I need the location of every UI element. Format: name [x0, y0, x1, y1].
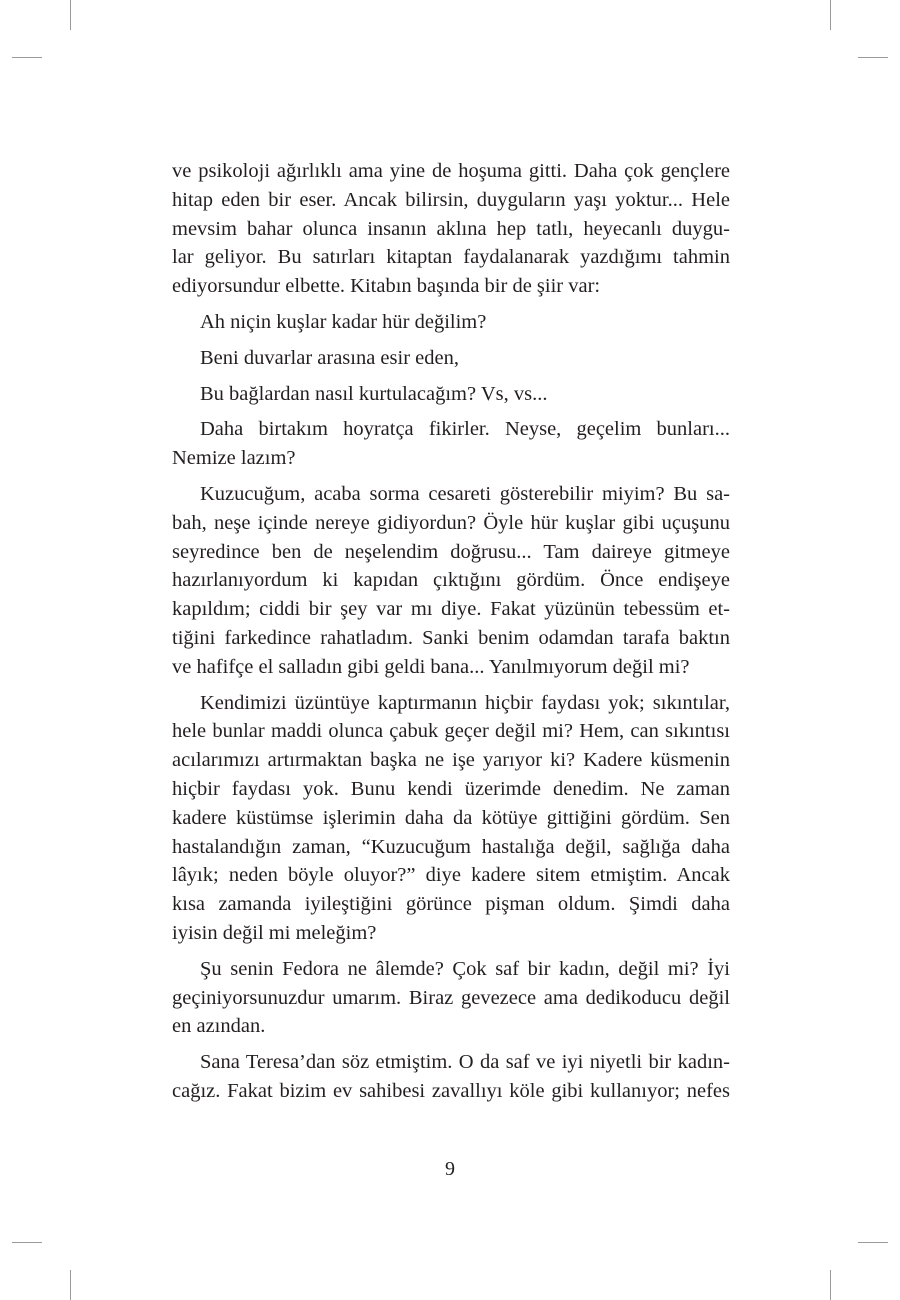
text-line: seyredince ben de neşelendim doğrusu... Tam daireye gitmeye — [172, 540, 730, 563]
page-number: 9 — [445, 1158, 455, 1180]
text-line: iyisin değil mi meleğim? — [172, 921, 377, 944]
paragraph — [172, 689, 730, 948]
crop-mark-right-top — [858, 57, 888, 58]
text-line: ve psikoloji ağırlıklı ama yine de hoşuma gitti. Daha çok gençlere — [172, 160, 730, 182]
crop-mark-left-bottom — [12, 1242, 42, 1243]
text-line: Bu bağlardan nasıl kurtulacağım? Vs, vs... — [200, 382, 548, 405]
crop-mark-top-left — [70, 0, 71, 30]
text-line: lâyık; neden böyle oluyor?” diye kadere sitem etmiştim. Ancak — [172, 864, 730, 887]
text-line: ve hafifçe el salladın gibi geldi bana... Yanılmıyorum değil mi? — [172, 655, 690, 678]
text-line: kısa zamanda iyileştiğini görünce pişman oldum. Şimdi daha — [172, 893, 730, 916]
text-line: bah, neşe içinde nereye gidiyordun? Öyle hür kuşlar gibi uçuşunu — [172, 511, 730, 534]
paragraph — [172, 380, 730, 409]
body-text — [172, 157, 730, 1106]
text-line: Beni duvarlar arasına esir eden, — [200, 346, 459, 369]
text-line: hele bunlar maddi olunca çabuk geçer değil mi? Hem, can sıkıntısı — [172, 720, 730, 743]
text-line: Nemize lazım? — [172, 447, 296, 470]
text-line: acılarımızı artırmaktan başka ne işe yarıyor ki? Kadere küsmenin — [172, 749, 730, 772]
text-line: kadere küstümse işlerimin daha da kötüye gittiğini gördüm. Sen — [172, 806, 730, 829]
text-line: Daha birtakım hoyratça fikirler. Neyse, geçelim bunları... — [200, 418, 730, 441]
text-line: hiçbir faydası yok. Bunu kendi üzerimde denedim. Ne zaman — [172, 777, 730, 800]
paragraph — [172, 344, 730, 373]
text-line: hastalandığın zaman, “Kuzucuğum hastalığa değil, sağlığa daha — [172, 835, 730, 858]
text-line: Sana Teresa’dan söz etmiştim. O da saf ve iyi niyetli bir kadın- — [200, 1051, 730, 1074]
paragraph — [172, 157, 730, 301]
text-line: kapıldım; ciddi bir şey var mı diye. Fakat yüzünün tebessüm et- — [172, 598, 730, 621]
text-line: hazırlanıyordum ki kapıdan çıktığını gördüm. Önce endişeye — [172, 569, 730, 592]
paragraph-gap — [172, 337, 730, 344]
text-line: hitap eden bir eser. Ancak bilirsin, duyguların yaşı yoktur... Hele — [172, 188, 730, 211]
text-line: ediyorsundur elbette. Kitabın başında bir de şiir var: — [172, 275, 601, 298]
crop-mark-bottom-left — [70, 1270, 71, 1300]
text-line: tiğini farkedince rahatladım. Sanki benim odamdan tarafa baktın — [172, 626, 730, 649]
text-line: cağız. Fakat bizim ev sahibesi zavallıyı köle gibi kullanıyor; nefes — [172, 1079, 730, 1102]
paragraph — [172, 955, 730, 1041]
paragraph — [172, 1048, 730, 1106]
text-line: Kuzucuğum, acaba sorma cesareti gösterebilir miyim? Bu sa- — [200, 482, 730, 505]
paragraph-gap — [172, 373, 730, 380]
paragraph-gap — [172, 301, 730, 308]
crop-mark-top-right — [830, 0, 831, 30]
text-line: Kendimizi üzüntüye kaptırmanın hiçbir faydası yok; sıkıntılar, — [200, 691, 730, 714]
paragraph-gap — [172, 408, 730, 415]
crop-mark-left-top — [12, 57, 42, 58]
text-line: geçiniyorsunuzdur umarım. Biraz gevezece ama dedikoducu değil — [172, 986, 730, 1009]
paragraph — [172, 480, 730, 682]
paragraph-gap — [172, 1041, 730, 1048]
paragraph-gap — [172, 473, 730, 480]
crop-mark-right-bottom — [858, 1242, 888, 1243]
paragraph — [172, 415, 730, 473]
paragraph-gap — [172, 682, 730, 689]
text-line: lar geliyor. Bu satırları kitaptan faydalanarak yazdığımı tahmin — [172, 246, 730, 269]
text-line: en azından. — [172, 1015, 266, 1038]
text-line: Şu senin Fedora ne âlemde? Çok saf bir kadın, değil mi? İyi — [200, 957, 730, 980]
paragraph-gap — [172, 948, 730, 955]
text-line: mevsim bahar olunca insanın aklına hep tatlı, heyecanlı duygu- — [172, 217, 730, 240]
crop-mark-bottom-right — [830, 1270, 831, 1300]
paragraph — [172, 308, 730, 337]
text-line: Ah niçin kuşlar kadar hür değilim? — [200, 310, 487, 333]
